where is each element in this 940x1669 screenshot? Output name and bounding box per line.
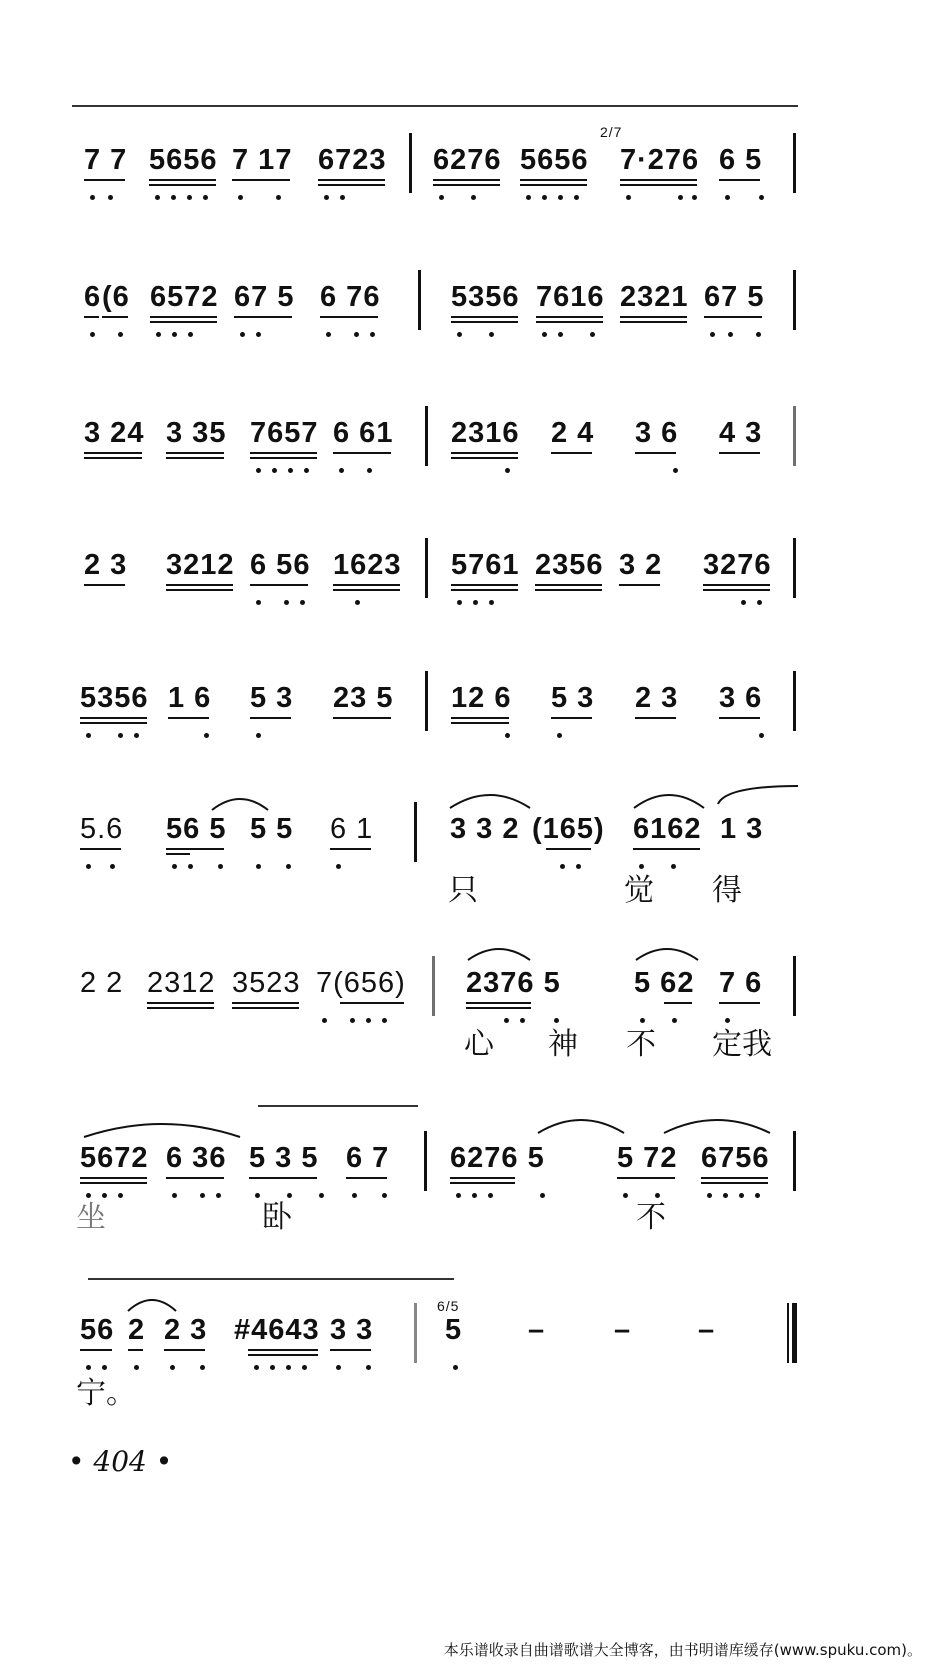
lyric: 得 [712,873,742,908]
note-group: (165) [532,814,605,844]
note-group: 2312 [147,968,216,998]
note-group: 6 36 [166,1143,226,1173]
note-group: 5 3 [250,683,293,713]
barline [414,802,417,862]
lyric: 不 [636,1200,666,1235]
note-group: 67 5 [234,282,294,312]
lyric: 神 [548,1027,578,1062]
note-group: 3212 [166,550,235,580]
final-barline [792,1303,797,1363]
note-group: 6723 [318,145,387,175]
slur [536,1113,626,1135]
barline [414,1303,417,1363]
note-group: 7 7 [84,145,127,175]
barline [793,270,796,330]
barline [418,270,421,330]
note-group: 56 [80,1315,114,1345]
slur [634,942,700,962]
note-group: 6572 [150,282,219,312]
note-group: 6 56 [250,550,310,580]
grace-note: 6/5 [437,1298,460,1314]
note-group: 5672 [80,1143,149,1173]
barline [425,406,428,466]
note-group: 5356 [451,282,520,312]
barline [793,133,796,193]
lyric: 觉 [624,873,654,908]
note-group: 4 3 [719,418,762,448]
note-group: 2 4 [551,418,594,448]
grace-note: 2/7 [600,124,623,140]
note-group: 3 6 [635,418,678,448]
note-group: 6 76 [320,282,380,312]
slur [662,1113,772,1135]
note-group: 6 61 [333,418,393,448]
note-group: 2 2 [80,967,124,999]
note-group: 7(656) [316,968,406,998]
note-group: – [698,1314,716,1346]
note-group: 5656 [520,145,589,175]
barline [425,538,428,598]
lyric: 坐 [76,1200,106,1235]
slur [466,942,532,962]
note-group: 5 5 [250,814,293,844]
slur [716,784,800,806]
note-group: 5 [445,1315,462,1345]
lyric: 只 [448,873,478,908]
lyric: 宁。 [76,1376,136,1411]
note-group: 3 24 [84,418,144,448]
note-group: 5 62 [634,968,694,998]
note-group: 12 6 [451,683,511,713]
top-rule [72,105,798,107]
barline [425,671,428,731]
note-group: 67 5 [704,282,764,312]
note-group: 6 1 [330,814,373,844]
barline [793,956,796,1016]
note-group: 1 3 [720,813,764,845]
note-group: 2 [128,1315,145,1345]
barline [432,956,435,1016]
barline [793,671,796,731]
page-number: • 404 • [68,1445,173,1478]
note-group: 3 35 [166,418,226,448]
slur [126,1293,178,1313]
note-group: 1 6 [168,683,211,713]
note-group: 2 3 [84,550,127,580]
note-group: 7 6 [719,968,762,998]
note-group: 2 3 [164,1315,207,1345]
barline [793,406,796,466]
note-group: 6 5 [719,145,762,175]
note-group: 2321 [620,282,689,312]
note-group: 1623 [333,550,402,580]
note-group: 6276 5 [450,1143,545,1173]
lyric: 不 [626,1027,656,1062]
note-group: 7 17 [232,145,292,175]
note-group: – [528,1314,546,1346]
note-group: 2356 [535,550,604,580]
note-group: 3276 [703,550,772,580]
note-group: 7·276 [620,145,699,175]
note-group: 6756 [701,1143,770,1173]
note-group: 3 6 [719,683,762,713]
note-group: 2316 [451,418,520,448]
note-group: 2376 5 [466,968,561,998]
note-group: 5.6 [80,814,123,844]
note-group: 56 5 [166,814,226,844]
slur [632,788,706,810]
slur [210,792,270,812]
note-group: 6276 [433,145,502,175]
lyric: 定我 [712,1027,772,1062]
tie-line [88,1278,454,1280]
note-group: 5 3 5 [249,1143,319,1173]
tie-line [258,1105,418,1107]
note-group: 5 72 [617,1143,677,1173]
note-group: 23 5 [333,683,393,713]
note-group: 5761 [451,550,520,580]
note-group: #4643 [234,1315,320,1345]
note-group: (6 [102,282,130,312]
note-group: 6162 [633,814,702,844]
note-group: 2 3 [635,683,678,713]
barline [409,133,412,193]
note-group: 7616 [536,282,605,312]
note-group: 6 [84,282,101,312]
note-group: 3523 [232,968,301,998]
slur [82,1117,242,1139]
slur [448,788,532,810]
lyric: 心 [464,1027,494,1062]
note-group: 3 3 [330,1315,373,1345]
lyric: 卧 [262,1200,292,1235]
barline [787,1303,789,1363]
barline [424,1131,427,1191]
note-group: – [614,1314,632,1346]
note-group: 7657 [250,418,319,448]
note-group: 5356 [80,683,149,713]
note-group: 3 2 [619,550,662,580]
barline [793,538,796,598]
note-group: 5656 [149,145,218,175]
note-group: 6 7 [346,1143,389,1173]
footer-source-note: 本乐谱收录自曲谱歌谱大全博客，由书明谱库缓存(www.spuku.com)。 [443,1641,922,1659]
barline [793,1131,796,1191]
note-group: 3 3 2 [450,813,520,845]
note-group: 5 3 [551,683,594,713]
